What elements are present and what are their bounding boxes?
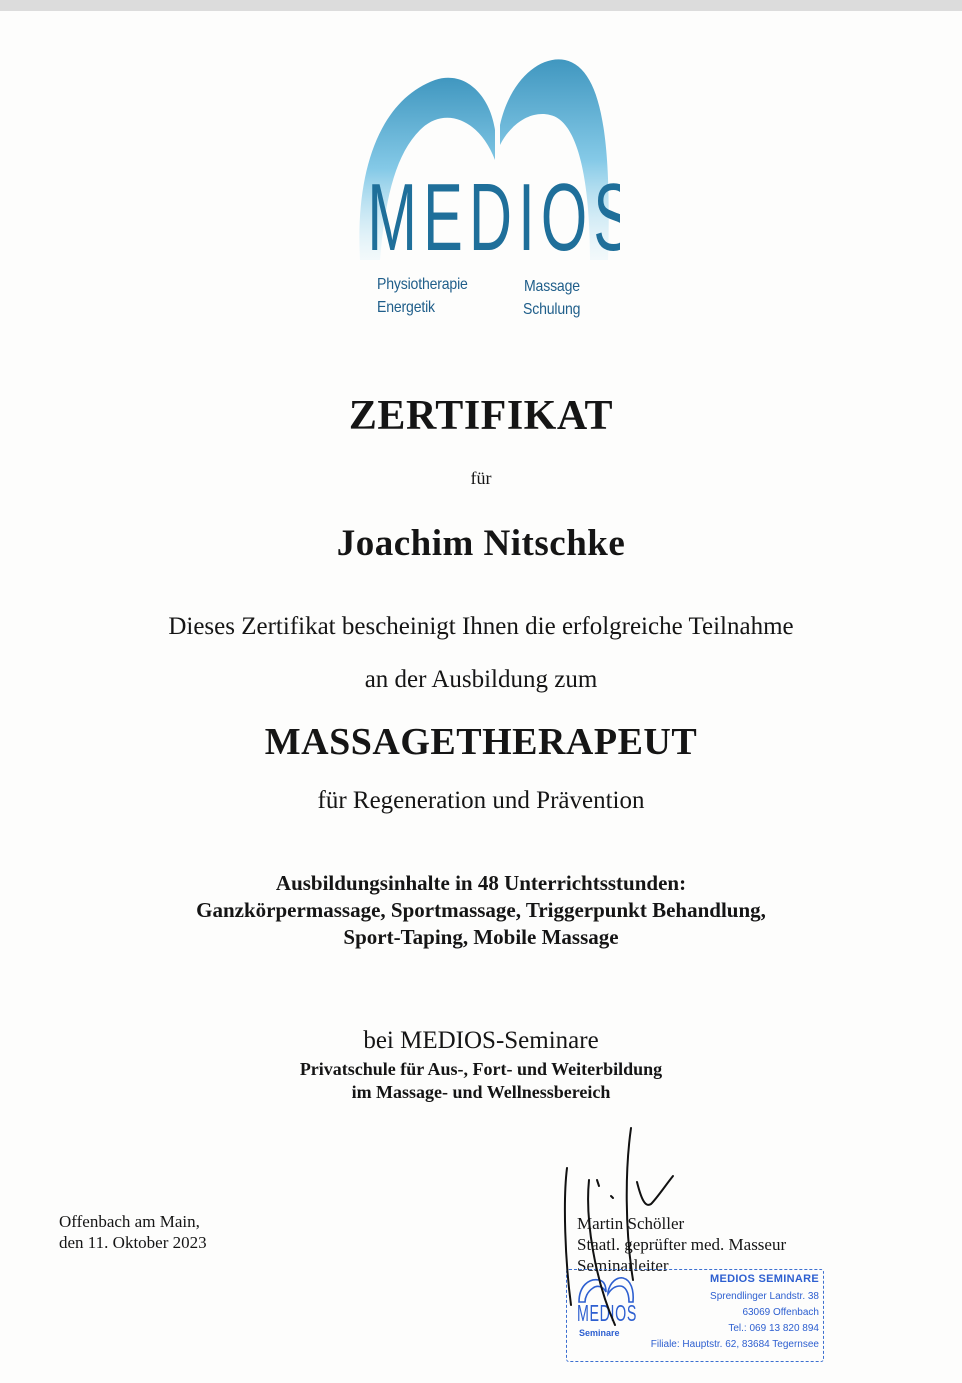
content-line: Ausbildungsinhalte in 48 Unterrichtsstunden: <box>275 871 687 895</box>
school-tagline <box>0 1058 962 1104</box>
content-line: Ganzkörpermassage, Sportmassage, Triggerpunkt Behandlung, <box>196 898 766 922</box>
statement-line-1: Dieses Zertifikat bescheinigt Ihnen die erfolgreiche Teilnahme <box>168 613 794 640</box>
signer-title: Staatl. geprüfter med. Masseur <box>577 1235 787 1254</box>
for-label: für <box>470 468 492 488</box>
logo-sub-schulung: Schulung <box>523 301 581 318</box>
logo-sub-massage: Massage <box>524 278 580 295</box>
training-content <box>0 870 962 951</box>
stamp-logo-text: MEDIOS <box>577 1300 637 1326</box>
medios-wordmark: MEDIOS <box>367 163 620 271</box>
signer-name: Martin Schöller <box>577 1214 685 1233</box>
stamp-name: MEDIOS SEMINARE <box>709 1273 819 1285</box>
recipient-name: Joachim Nitschke <box>336 523 626 564</box>
statement-line-2: an der Ausbildung zum <box>364 666 598 693</box>
logo-sub-physiotherapie: Physiotherapie <box>377 276 468 293</box>
stamp-street: Sprendlinger Landstr. 38 <box>710 1291 819 1302</box>
stamp-logo-sub: Seminare <box>579 1328 620 1338</box>
profession-subtitle: für Regeneration und Prävention <box>317 787 645 814</box>
date: den 11. Oktober 2023 <box>59 1233 207 1252</box>
place: Offenbach am Main, <box>59 1212 200 1231</box>
place-date <box>59 1211 207 1253</box>
top-bar <box>0 0 962 11</box>
stamp-phone: Tel.: 069 13 820 894 <box>728 1323 819 1334</box>
certificate-title: ZERTIFIKAT <box>348 393 614 439</box>
handwritten-signature <box>555 1120 685 1340</box>
tagline-line: Privatschule für Aus-, Fort- und Weiterbildung <box>299 1059 663 1079</box>
signer-role: Seminarleiter <box>577 1256 669 1275</box>
profession-title: MASSAGETHERAPEUT <box>264 721 698 763</box>
content-line: Sport-Taping, Mobile Massage <box>343 925 619 949</box>
school-name: bei MEDIOS-Seminare <box>363 1027 599 1054</box>
logo-sub-energetik: Energetik <box>377 299 435 316</box>
stamp-city: 63069 Offenbach <box>742 1307 819 1318</box>
stamp-branch: Filiale: Hauptstr. 62, 83684 Tegernsee <box>650 1339 819 1350</box>
tagline-line: im Massage- und Wellnessbereich <box>351 1082 611 1102</box>
